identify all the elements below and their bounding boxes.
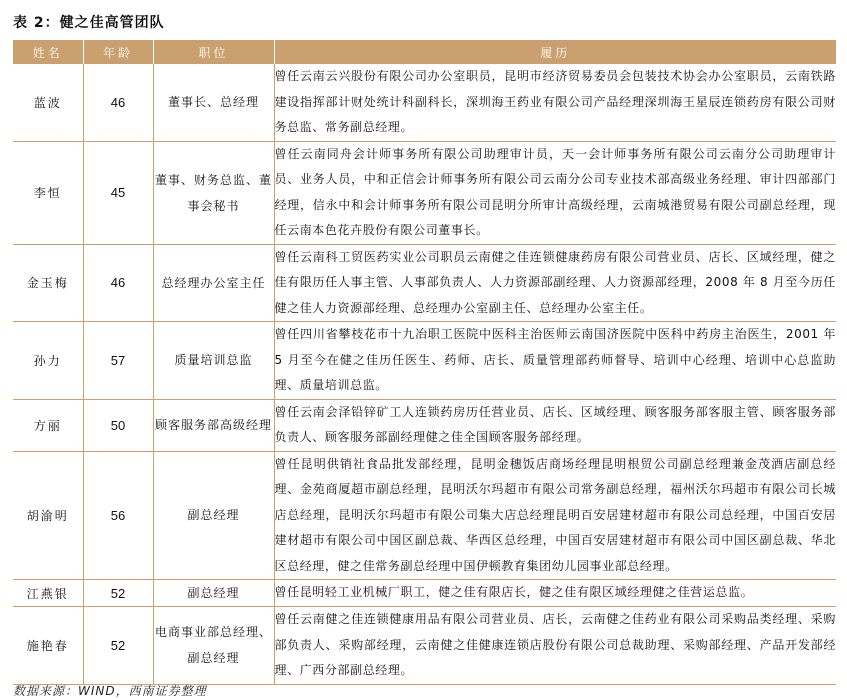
header-name: 姓名 xyxy=(13,40,83,64)
cell-resume: 曾任云南会泽铅锌矿工人连锁药房历任营业员、店长、区域经理、顾客服务部客服主管、顾客服务部负责人、顾客服务部副经理健之佳全国顾客服务部经理。 xyxy=(274,399,836,451)
cell-resume: 曾任云南云兴股份有限公司办公室职员，昆明市经济贸易委员会包装技术协会办公室职员，云南铁路建设指挥部计财处统计科副科长，深圳海王药业有限公司产品经理深圳海王星辰连锁药房有限公司财务总监、常务副总经理。 xyxy=(274,64,836,141)
cell-name: 胡渝明 xyxy=(13,451,83,580)
cell-age: 57 xyxy=(83,322,153,400)
cell-age: 52 xyxy=(83,580,153,607)
cell-resume: 曾任云南健之佳连锁健康用品有限公司营业员、店长，云南健之佳药业有限公司采购品类经理、采购部负责人、采购部经理，云南健之佳健康连锁店股份有限公司总裁助理、采购部经理、产品开发部经理、广西分部副总经理。 xyxy=(274,607,836,685)
table-row xyxy=(13,607,836,685)
cell-age: 50 xyxy=(83,399,153,451)
cell-position: 顾客服务部高级经理 xyxy=(153,399,274,451)
header-age: 年龄 xyxy=(83,40,153,64)
cell-name: 方丽 xyxy=(13,399,83,451)
cell-name: 蓝波 xyxy=(13,64,83,141)
cell-resume: 曾任云南同舟会计师事务所有限公司助理审计员，天一会计师事务所有限公司云南分公司助理审计员、业务人员，中和正信会计师事务所有限公司云南分公司专业技术部高级业务经理、审计四部部门经理，信永中和会计师事务所有限公司昆明分所审计高级经理，云南城港贸易有限公司副总经理，现任云南本色花卉股份有限公司董事长。 xyxy=(274,141,836,244)
cell-name: 江燕银 xyxy=(13,580,83,607)
cell-name: 孙力 xyxy=(13,322,83,400)
cell-resume: 曾任四川省攀枝花市十九冶职工医院中医科主治医师云南国济医院中医科中药房主治医生，2001 年 5 月至今在健之佳历任医生、药师、店长、质量管理部药师督导、培训中心经理、培训中心总监助理、质量培训总监。 xyxy=(274,322,836,400)
table-row xyxy=(13,451,836,580)
header-resume: 履历 xyxy=(274,40,836,64)
cell-age: 52 xyxy=(83,607,153,685)
table-header-row xyxy=(13,40,836,64)
table-row xyxy=(13,322,836,400)
table-row xyxy=(13,141,836,244)
table-row xyxy=(13,580,836,607)
cell-position: 董事长、总经理 xyxy=(153,64,274,141)
cell-age: 46 xyxy=(83,244,153,322)
cell-position: 董事、财务总监、董事会秘书 xyxy=(153,141,274,244)
cell-position: 副总经理 xyxy=(153,451,274,580)
data-source-note: 数据来源：WIND，西南证券整理 xyxy=(13,684,207,698)
cell-position: 电商事业部总经理、副总经理 xyxy=(153,607,274,685)
cell-age: 45 xyxy=(83,141,153,244)
cell-position: 副总经理 xyxy=(153,580,274,607)
cell-position: 质量培训总监 xyxy=(153,322,274,400)
header-position: 职位 xyxy=(153,40,274,64)
table-row xyxy=(13,64,836,141)
cell-name: 施艳春 xyxy=(13,607,83,685)
cell-age: 56 xyxy=(83,451,153,580)
table-row xyxy=(13,244,836,322)
table-row xyxy=(13,399,836,451)
cell-resume: 曾任云南科工贸医药实业公司职员云南健之佳连锁健康药房有限公司营业员、店长、区域经理，健之佳有限历任人事主管、人事部负责人、人力资源部副经理、人力资源部经理，2008 年 8 月至今历任健之佳人力资源部经理、总经理办公室副主任、总经理办公室主任。 xyxy=(274,244,836,322)
cell-name: 李恒 xyxy=(13,141,83,244)
cell-resume: 曾任昆明供销社食品批发部经理，昆明金穗饭店商场经理昆明根贸公司副总经理兼金茂酒店副总经理、金苑商厦超市副总经理，昆明沃尔玛超市有限公司常务副总经理，福州沃尔玛超市有限公司长城店总经理，昆明沃尔玛超市有限公司集大店总经理昆明百安居建材超市有限公司总经理，中国百安居建材超市有限公司中国区副总裁、华西区总经理，中国百安居建材超市有限公司中国区副总裁、华北区总经理，健之佳常务副总经理中国伊顿教育集团幼儿园事业部总经理。 xyxy=(274,451,836,580)
table-caption: 表 2：健之佳高管团队 xyxy=(13,15,165,31)
cell-name: 金玉梅 xyxy=(13,244,83,322)
management-team-table xyxy=(13,40,836,685)
cell-resume: 曾任昆明轻工业机械厂职工，健之佳有限店长，健之佳有限区域经理健之佳营运总监。 xyxy=(274,580,836,607)
cell-age: 46 xyxy=(83,64,153,141)
cell-position: 总经理办公室主任 xyxy=(153,244,274,322)
